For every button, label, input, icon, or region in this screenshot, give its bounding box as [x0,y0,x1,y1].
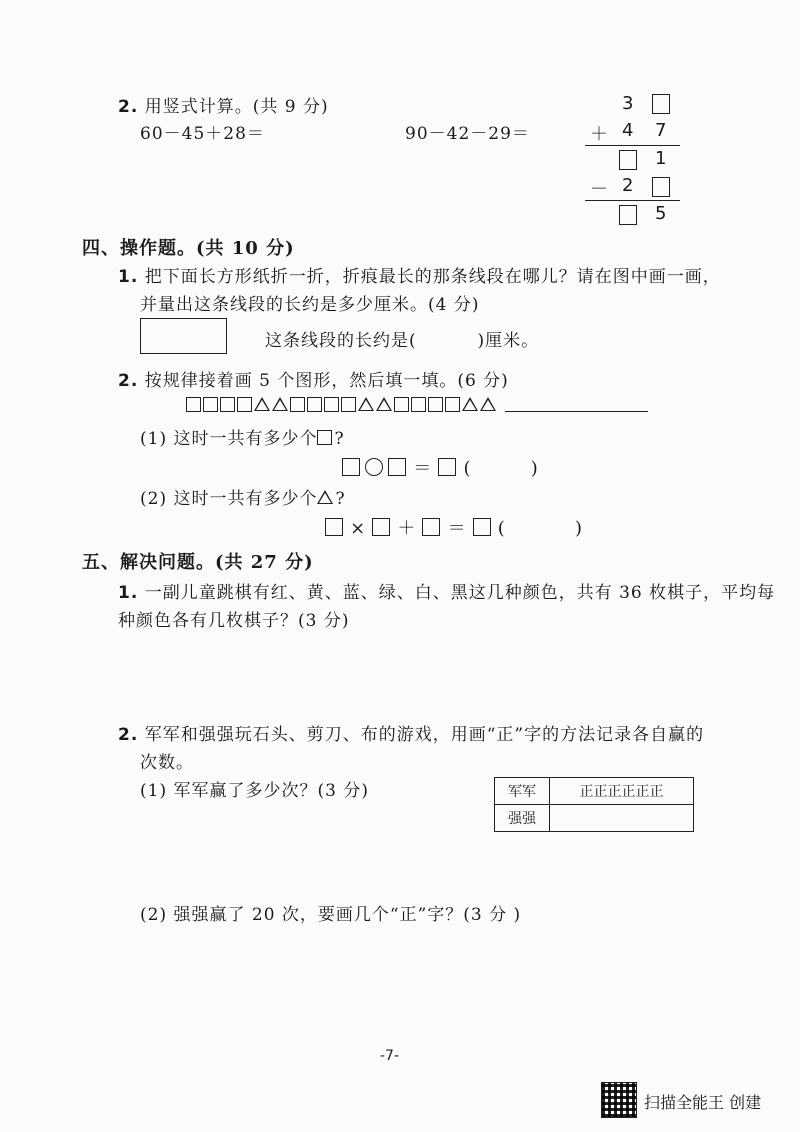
answer-box[interactable] [388,458,406,476]
pattern-answer-line[interactable] [505,411,648,412]
triangle-icon [376,397,392,411]
times-sign: × [350,518,366,539]
square-icon [394,397,409,412]
vc-minus: － [590,179,608,200]
equation-2 [325,514,584,540]
answer-prefix: 这条线段的长约是( [265,331,417,351]
answer-box[interactable] [372,518,390,536]
answer-box[interactable] [619,205,637,225]
equals-sign: ＝ [413,458,432,479]
s4-q1-line1 [118,262,721,287]
qr-code-icon [601,1082,637,1118]
answer-box[interactable] [652,177,670,197]
square-icon [428,397,443,412]
square-icon [290,397,305,412]
s4-q2-sub1: (1) 这时一共有多少个 ? [140,429,345,449]
s5-q2-sub1: (1) 军军赢了多少次？(3 分) [140,781,369,801]
square-icon [411,397,426,412]
q2-title: 用竖式计算。(共 9 分) [144,97,329,117]
operator-circle[interactable] [365,458,383,476]
s4-q2-title: 按规律接着画 5 个图形，然后填一填。(6 分) [144,371,509,391]
section4-title: 四、操作题。(共 10 分) [82,238,295,259]
vc-line [585,200,680,201]
player-name: 军军 [495,778,550,805]
s5-q1-number: 1. [118,583,139,603]
vc-digit: 5 [655,203,667,224]
answer-box[interactable] [438,458,456,476]
answer-box[interactable] [619,150,637,170]
s5-q2-line2: 次数。 [140,753,194,773]
square-icon [307,397,322,412]
vc-digit: 2 [622,175,634,196]
vc-digit: 7 [655,120,667,141]
player-name: 强强 [495,805,550,832]
vc-digit: 4 [622,120,634,141]
paper-rectangle[interactable] [140,318,227,354]
answer-box[interactable] [422,518,440,536]
answer-suffix: )厘米。 [477,331,540,351]
sub1-text: (1) 这时一共有多少个 [140,429,318,449]
square-icon [237,397,252,412]
s4-q2-heading [118,366,509,391]
q2-number: 2. [118,97,139,117]
square-icon [186,397,201,412]
square-icon [324,397,339,412]
s4-q1-line2: 并量出这条线段的长约是多少厘米。(4 分) [140,295,480,315]
s5-q2-number: 2. [118,725,139,745]
square-icon [317,430,332,445]
vc-digit: 3 [622,93,634,114]
watermark: 扫描全能王 创建 [644,1093,762,1112]
square-icon [203,397,218,412]
s5-q1-line2: 种颜色各有几枚棋子？(3 分) [118,611,350,631]
s4-q1-answer [265,326,539,351]
s4-q1-number: 1. [118,267,139,287]
square-icon [341,397,356,412]
triangle-icon [272,397,288,411]
paren-close: ) [574,518,582,539]
triangle-icon [480,397,496,411]
paren-open: ( [463,458,471,479]
tally-marks: 正正正正正正 [550,778,694,805]
s5-q1-line1 [118,578,775,603]
plus-sign: ＋ [397,518,416,539]
table-row [495,805,694,832]
vc-plus: ＋ [590,124,608,145]
s5-q1-text1: 一副儿童跳棋有红、黄、蓝、绿、白、黑这几种颜色，共有 36 枚棋子，平均每 [144,583,776,603]
s4-q1-text1: 把下面长方形纸折一折，折痕最长的那条线段在哪儿？请在图中画一画， [144,267,721,287]
q2-expr1: 60－45＋28＝ [140,124,265,144]
answer-box[interactable] [652,94,670,114]
sub2-text: (2) 这时一共有多少个 [140,489,318,509]
section5-title: 五、解决问题。(共 27 分) [82,552,314,573]
equals-sign: ＝ [447,518,466,539]
page-number: -7- [380,1048,400,1064]
q2-expr2: 90－42－29＝ [405,124,530,144]
square-icon [220,397,235,412]
vc-line [585,145,680,146]
tally-marks[interactable] [550,805,694,832]
tally-table [494,777,694,832]
s5-q2-sub2: (2) 强强赢了 20 次，要画几个“正”字？(3 分 ) [140,905,522,925]
s4-q2-sub2: (2) 这时一共有多少个 ? [140,489,346,509]
equation-1 [342,454,540,480]
s5-q2-line1 [118,720,704,745]
triangle-icon [254,397,270,411]
table-row [495,778,694,805]
triangle-icon [317,490,333,504]
s5-q2-text1: 军军和强强玩石头、剪刀、布的游戏，用画“正”字的方法记录各自赢的 [144,725,705,745]
answer-box[interactable] [325,518,343,536]
q2-heading [118,92,329,117]
triangle-icon [462,397,478,411]
paren-open: ( [497,518,505,539]
paren-close: ) [530,458,538,479]
shape-pattern [186,396,498,415]
answer-box[interactable] [342,458,360,476]
vc-digit: 1 [655,148,667,169]
square-icon [445,397,460,412]
answer-box[interactable] [473,518,491,536]
triangle-icon [358,397,374,411]
s4-q2-number: 2. [118,371,139,391]
